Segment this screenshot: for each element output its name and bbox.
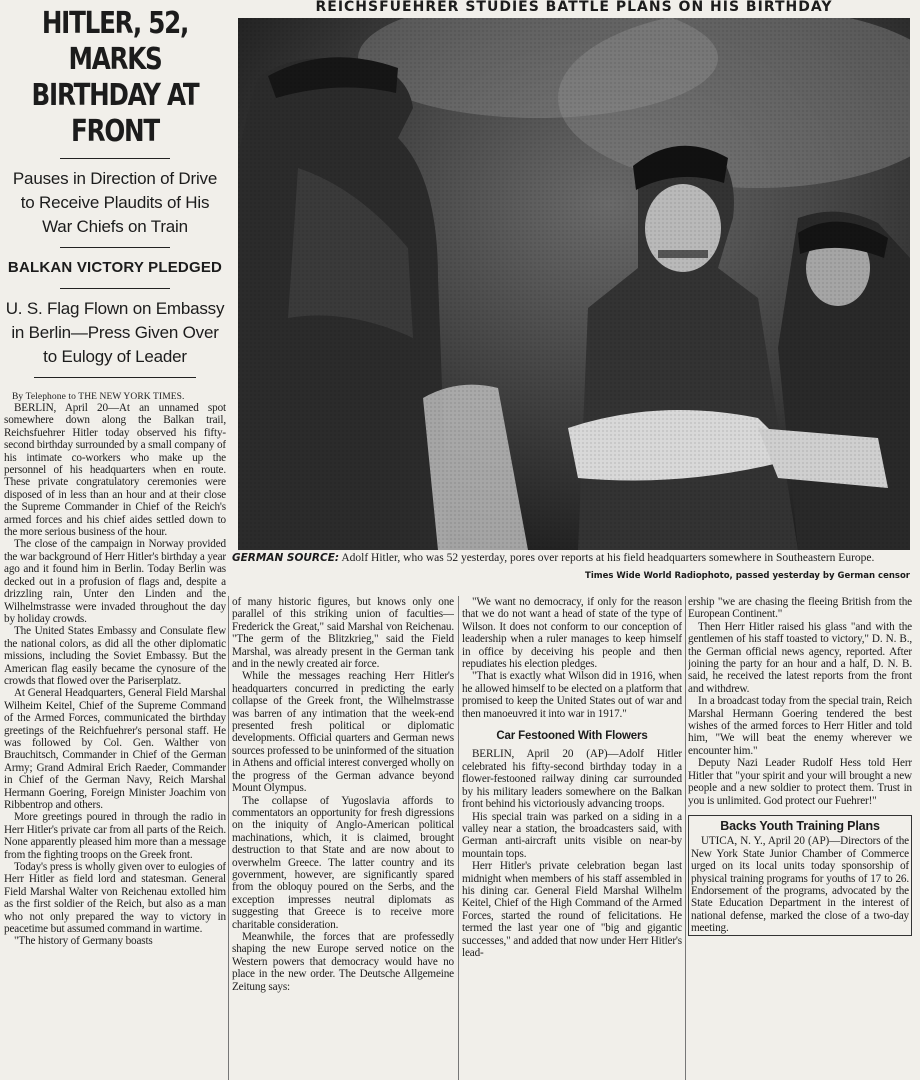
paragraph: UTICA, N. Y., April 20 (AP)—Directors of the New York State Junior Chamber of Commerce urged on its local units today sponsorship of physical training programs for youths of 17 to 26. Endorsement of the programs, advocated by the State Education Department in the interest of national defense, marked the close of a two-day meeting. — [691, 835, 909, 935]
paragraph: More greetings poured in through the radio in Herr Hitler's private car from all parts of the Reich. None apparently pleased him more than a message from the fighting troops on the Greek front. — [4, 811, 226, 861]
paragraph: The collapse of Yugoslavia affords to commentators an opportunity for fresh digressions on the iniquity of Anglo-American political machinations, which, it is claimed, brought destruction to that State and are now about to overwhelm Greece. The latter country and its government, however, are significantly spared from the obloquy poured on the Serbs, and the exception impresses neutral diplomats as suggesting that Greece is to receive more charitable consideration. — [232, 794, 454, 931]
deck-2: BALKAN VICTORY PLEDGED — [7, 259, 223, 276]
divider — [60, 247, 170, 248]
headline — [4, 6, 225, 150]
photo-caption — [232, 552, 912, 586]
byline: By Telephone to THE NEW YORK TIMES. — [12, 392, 185, 402]
paragraph: BERLIN, April 20 (AP)—Adolf Hitler celebrated his fifty-second birthday today in a flower-festooned railway dining car surrounded by his military leaders somewhere on the Balkan front behind his victoriously advancing troops. — [462, 748, 682, 811]
paragraph: In a broadcast today from the special train, Reich Marshal Hermann Goering tendered the best wishes of the armed forces to Herr Hitler and told him, "We will beat the enemy wherever we encounter him." — [688, 695, 912, 757]
paragraph: His special train was parked on a siding in a valley near a station, the broadcasters said, with German anti-aircraft units visible on near-by mountain tops. — [462, 810, 682, 860]
headline-line-1: HITLER, 52, MARKS — [41, 6, 189, 77]
column-rule — [228, 596, 229, 1080]
paragraph: The United States Embassy and Consulate flew the national colors, as did all the other diplomatic missions, including the Soviet Embassy. But the American flag easily became the cynosure of the crowds that flowed over the Pariserplatz. — [4, 625, 226, 687]
photo-banner: REICHSFUEHRER STUDIES BATTLE PLANS ON HIS BIRTHDAY — [315, 0, 833, 15]
paragraph: of many historic figures, but knows only one parallel of this striking union of faculties—Frederick the Great," said Marshal von Reichenau. "The germ of the Blitzkrieg," said the Field Marshal, was already present in the German tank and in the newly created air force. — [232, 596, 454, 671]
paragraph: Then Herr Hitler raised his glass "and with the gentlemen of his staff toasted to victory," D. N. B., the German official news agency, reported. After joining the party for an hour and a half, D. N. B. said, he received the latest reports from the front and withdrew. — [688, 620, 912, 695]
column-rule — [458, 596, 459, 1080]
paragraph: At General Headquarters, General Field Marshal Wilheim Keitel, Chief of the Supreme Command of the Armed Forces, communicated the birthday greetings of the Reichfuehrer's personal staff. He was followed by Col. Gen. Walther von Brauchitsch, Commander in Chief of the German Army; Grand Admiral Erich Raeder, Commander in Chief of the German Navy, Reich Marshal Hermann Goering, Foreign Minister Joachim von Ribbentrop and others. — [4, 687, 226, 811]
paragraph: Today's press is wholly given over to eulogies of Herr Hitler as field lord and statesman. General Field Marshal Walter von Reichenau extolled him as the first soldier of the Reich, but also as a man who not only prepared the way to victory in peacetime but assumed command in wartime. — [4, 861, 226, 936]
column-rule — [685, 596, 686, 1080]
article-body — [4, 402, 226, 948]
paragraph: ership "we are chasing the fleeing British from the European Continent." — [688, 596, 912, 621]
article-column-3 — [462, 596, 682, 1080]
paragraph: While the messages reaching Herr Hitler's headquarters concurred in predicting the early collapse of the Greek front, the Wilhelmstrasse was barren of any intimation that the week-end presented fresh political or diplomatic developments. Official quarters and German news sources professed to be uninformed of the situation in Athens and official interest converged wholly on the progress of the German advance beyond Mount Olympus. — [232, 670, 454, 795]
photo-illustration — [238, 18, 910, 550]
paragraph: Deputy Nazi Leader Rudolf Hess told Herr Hitler that "your spirit and your will brought a new people and a new soldier to protect them. Trust in you is unlimited. God protect our Fuehrer!" — [688, 757, 912, 807]
paragraph: BERLIN, April 20—At an unnamed spot somewhere down along the Balkan trail, Reichsfuehrer Hitler today observed his fifty-second birthday surrounded by a small company of his intimate co-workers who make up the personnel of his headquarters when en route. These private congratulatory ceremonies were disposed of in less than an hour and at their close the Supreme Commander in Chief of the Reich's armed forces and his chief aides settled down to the more serious business of the hour. — [4, 402, 226, 539]
caption-source: GERMAN SOURCE: — [232, 552, 340, 564]
paragraph: "The history of Germany boasts — [14, 935, 153, 948]
divider — [34, 377, 196, 378]
photo-credit: Times Wide World Radiophoto, passed yesterday by German censor — [585, 571, 910, 581]
divider — [60, 158, 170, 159]
deck-3: U. S. Flag Flown on Embassy in Berlin—Press Given Over to Eulogy of Leader — [5, 299, 225, 366]
paragraph: Meanwhile, the forces that are professedly shaping the new Europe served notice on the Western powers that democracy would have no place in the new order. The Deutsche Allgemeine Zeitung says: — [232, 930, 454, 993]
deck-1: Pauses in Direction of Drive to Receive Plaudits of His War Chiefs on Train — [12, 169, 218, 236]
headline-line-2: BIRTHDAY AT FRONT — [31, 78, 199, 149]
paragraph: Herr Hitler's private celebration began last midnight when members of his staff assembled in his dining car. General Field Marshal Wilhelm Keitel, Chief of the High Command of the Armed Forces, started the round of felicitations. He termed the last year one of "big and gigantic successes," and added that now under Herr Hitler's lead- — [462, 860, 682, 959]
news-photo — [238, 18, 910, 550]
article-column-4 — [688, 596, 912, 1080]
lead-article-column — [4, 0, 226, 1080]
divider — [60, 288, 170, 289]
paragraph: The close of the campaign in Norway provided the war background of Herr Hitler's birthday a year ago and it found him in Berlin. Today Berlin was decked out in a profusion of flags and, despite a drizzling rain, Unter den Linden and the Wilhelmstrasse were invaded throughout the day by holiday crowds. — [4, 538, 226, 625]
paragraph: "We want no democracy, if only for the reason that we do not want a head of state of the type of Wilson. It does not conform to our conception of leadership when a ruler manages to keep himself in office by deceiving his people and then repudiates his election pledges. — [462, 596, 682, 671]
article-column-2 — [232, 596, 454, 1080]
caption-text: Adolf Hitler, who was 52 yesterday, pores over reports at his field headquarters somewhere in Southeastern Europe. — [339, 552, 875, 564]
paragraph: "That is exactly what Wilson did in 1916, when he allowed himself to be elected on a platform that promised to keep the United States out of war and then manoeuvred it into war in 1917." — [462, 670, 682, 720]
box-subhead: Backs Youth Training Plans — [720, 818, 880, 833]
sidebar-box — [688, 815, 912, 936]
subhead: Car Festooned With Flowers — [496, 730, 648, 743]
